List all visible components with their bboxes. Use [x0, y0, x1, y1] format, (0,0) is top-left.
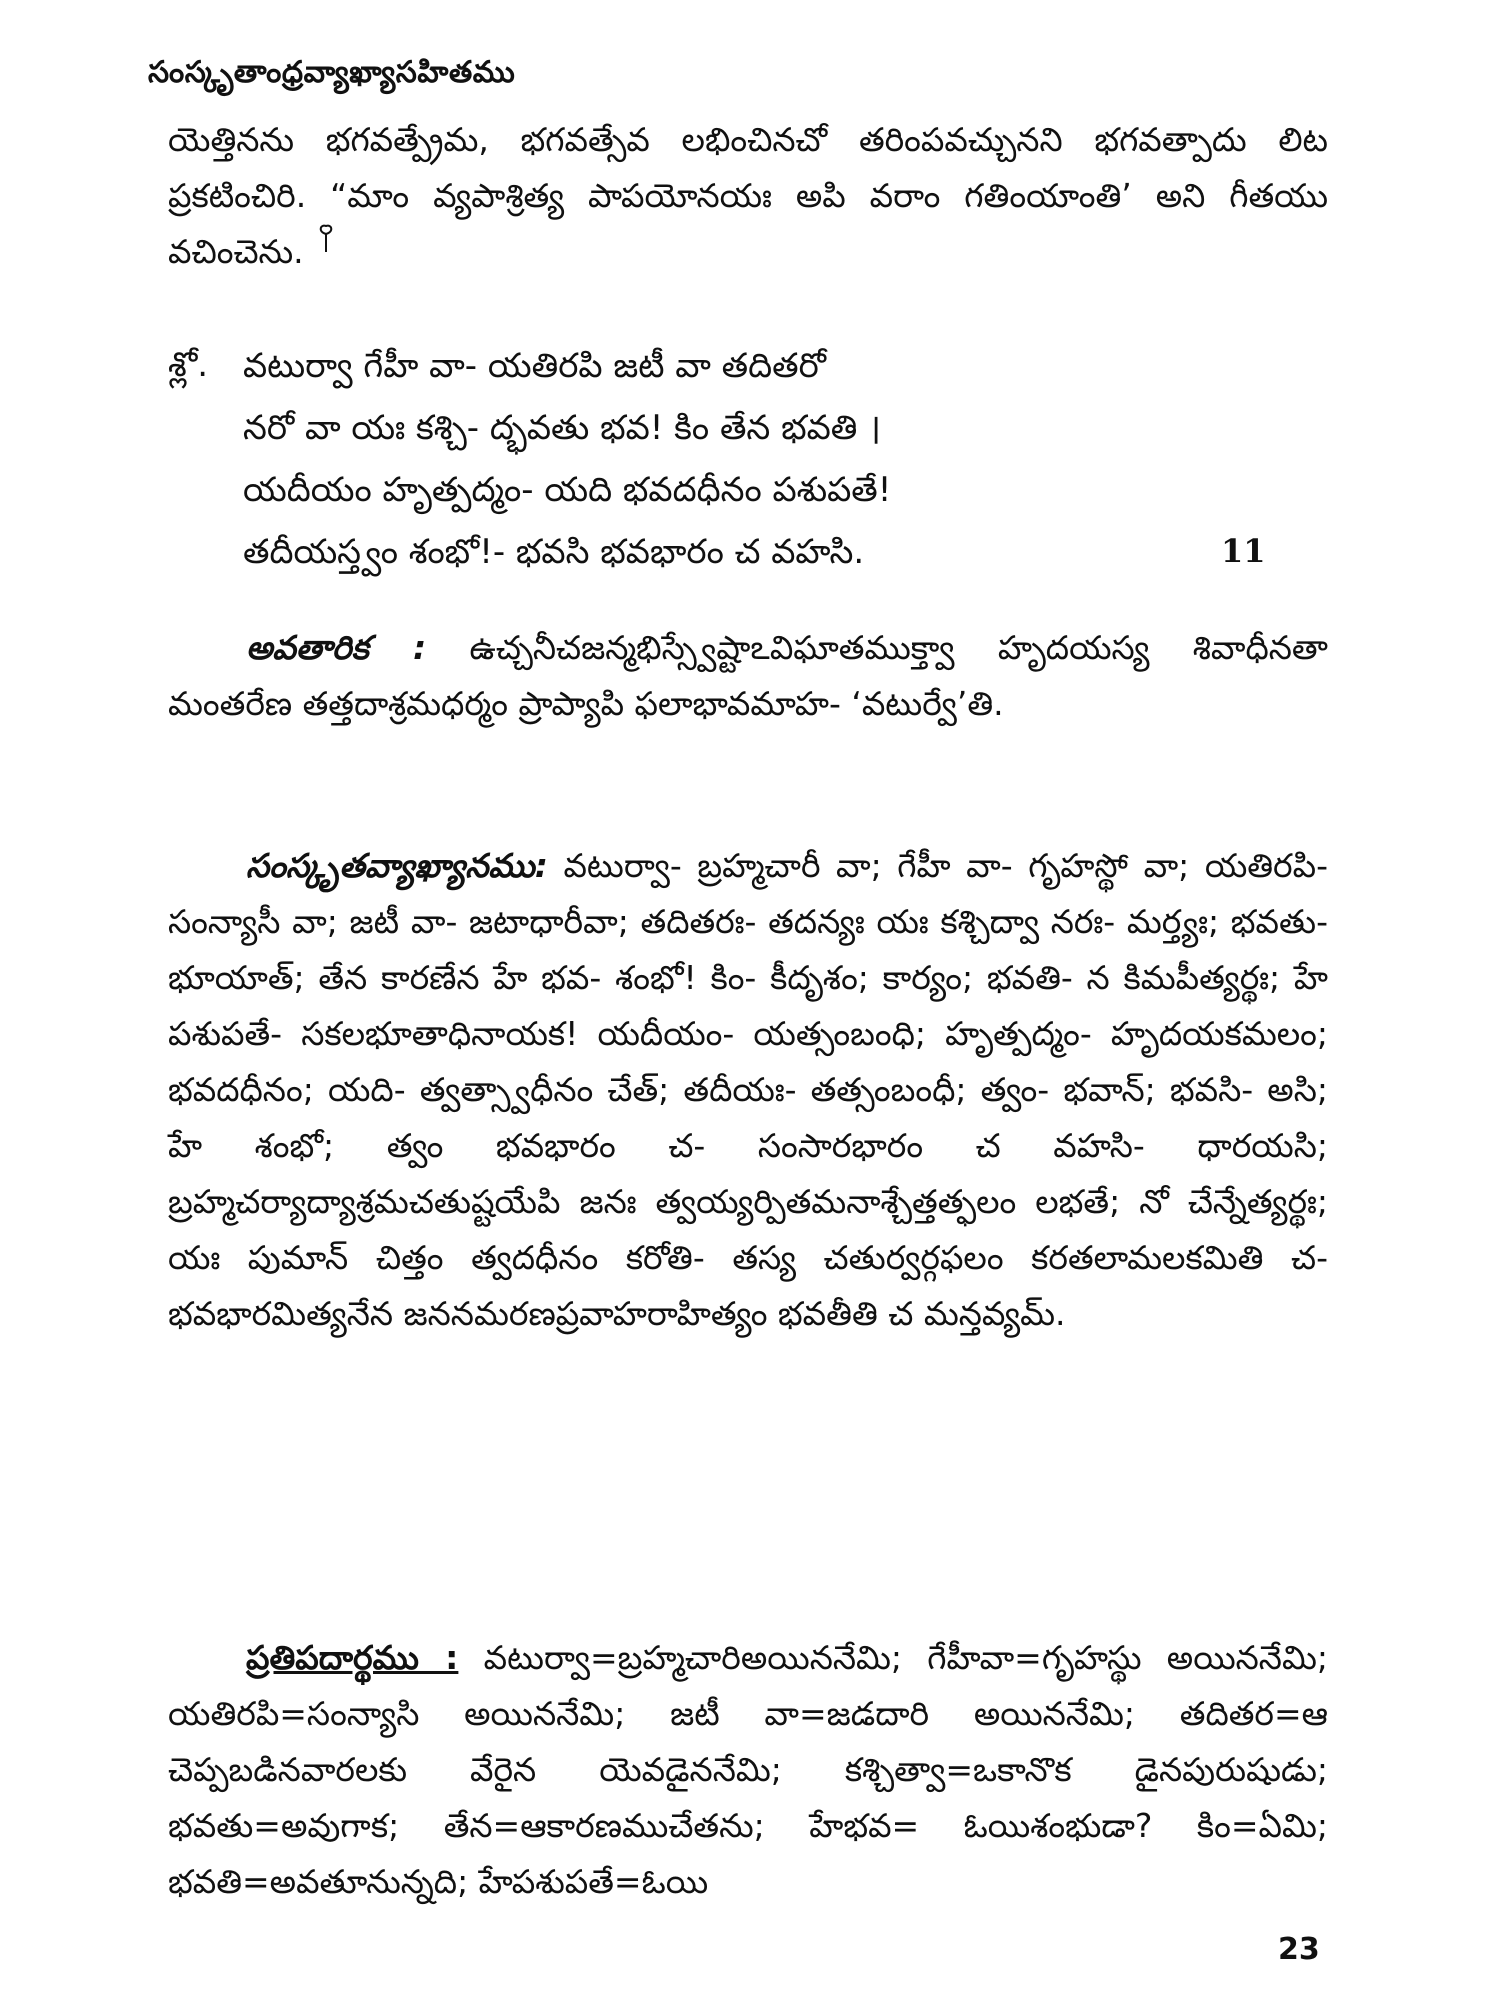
verse-marker: శ్లో. [168, 345, 209, 385]
sanskrit-commentary-paragraph [168, 838, 1328, 1342]
word-meaning-paragraph [168, 1630, 1328, 1910]
avatarika-paragraph [168, 620, 1328, 732]
verse-number: 11 [1221, 532, 1266, 570]
verse-line: తదీయస్త్వం శంభో!- భవసి భవభారం చ వహసి. [243, 532, 865, 572]
running-header-title: సంస్కృతాంధ్రవ్యాఖ్యాసహితము [148, 55, 516, 90]
verse-line: యదీయం హృత్పద్మం- యది భవదధీనం పశుపతే! [243, 470, 892, 510]
flower-ornament-icon [314, 224, 338, 254]
page-number: 23 [1278, 1932, 1320, 1967]
verse-lines [243, 335, 1243, 583]
intro-text: యెత్తినను భగవత్ప్రేమ, భగవత్సేవ లభించినచో తరింపవచ్చునని భగవత్పాదు లిట ప్రకటించిరి. “మాం వ్యపాశ్రిత్య పాపయోనయః అపి వరాం గతింయాంతి’ అని గీతయు వచించెను. [168, 120, 1328, 271]
intro-paragraph [168, 112, 1328, 280]
verse-line: వటుర్వా గేహీ వా- యతిరపి జటీ వా తదితరో [243, 346, 826, 386]
avatarika-label: అవతారిక : [246, 628, 427, 667]
word-meaning-label: ప్రతిపదార్థము : [246, 1638, 459, 1677]
sanskrit-commentary-text: వటుర్వా- బ్రహ్మచారీ వా; గేహీ వా- గృహస్థో వా; యతిరపి- సంన్యాసీ వా; జటీ వా- జటాధారీవా; తదితరః- తదన్యః యః కశ్చిద్వా నరః- మర్త్యః; భవతు- భూయాత్; తేన కారణేన హే భవ- శంభో! కిం- కీదృశం; కార్యం; భవతి- న కిమపీత్యర్థః; హే పశుపతే- సకలభూతాధినాయక! యదీయం- యత్సంబంధి; హృత్పద్మం- హృదయకమలం; భవదధీనం; యది- త్వత్స్వాధీనం చేత్; తదీయః- తత్సంబంధీ; త్వం- భవాన్; భవసి- అసి; హే శంభో; త్వం భవభారం చ- సంసారభారం చ వహసి- ధారయసి; బ్రహ్మచర్యాద్యాశ్రమచతుష్టయేపి జనః త్వయ్యర్పితమనాశ్చేత్తత్ఫలం లభతే; నో చేన్నేత్యర్థః; యః పుమాన్ చిత్తం త్వదధీనం కరోతి- తస్య చతుర్వర్గఫలం కరతలామలకమితి చ- భవభారమిత్యనేన జననమరణప్రవాహరాహిత్యం భవతీతి చ మన్తవ్యమ్. [168, 846, 1328, 1333]
avatarika-text: ఉచ్చనీచజన్మభిస్స్వేష్టాఽవిఘాతముక్త్వా హృదయస్య శివాధీనతా మంతరేణ తత్తదాశ్రమధర్మం ప్రాప్యాపి ఫలాభావమాహ- ‘వటుర్వే’తి. [168, 628, 1328, 723]
sanskrit-commentary-label: సంస్కృతవ్యాఖ్యానము: [246, 846, 548, 885]
word-meaning-text: వటుర్వా=బ్రహ్మచారిఅయిననేమి; గేహీవా=గృహస్థు అయిననేమి; యతిరపి=సంన్యాసి అయిననేమి; జటీ వా=జడదారి అయిననేమి; తదితర=ఆ చెప్పబడినవారలకు వేరైన యెవడైననేమి; కశ్చిత్వా=ఒకానొక డైనపురుషుడు; భవతు=అవుగాక; తేన=ఆకారణముచేతను; హేభవ= ఓయిశంభుడా? కిం=ఏమి; భవతి=అవతూనున్నది; హేపశుపతే=ఓయి [168, 1638, 1329, 1901]
verse-line: నరో వా యః కశ్చి- ద్భవతు భవ! కిం తేన భవతి । [243, 408, 882, 448]
